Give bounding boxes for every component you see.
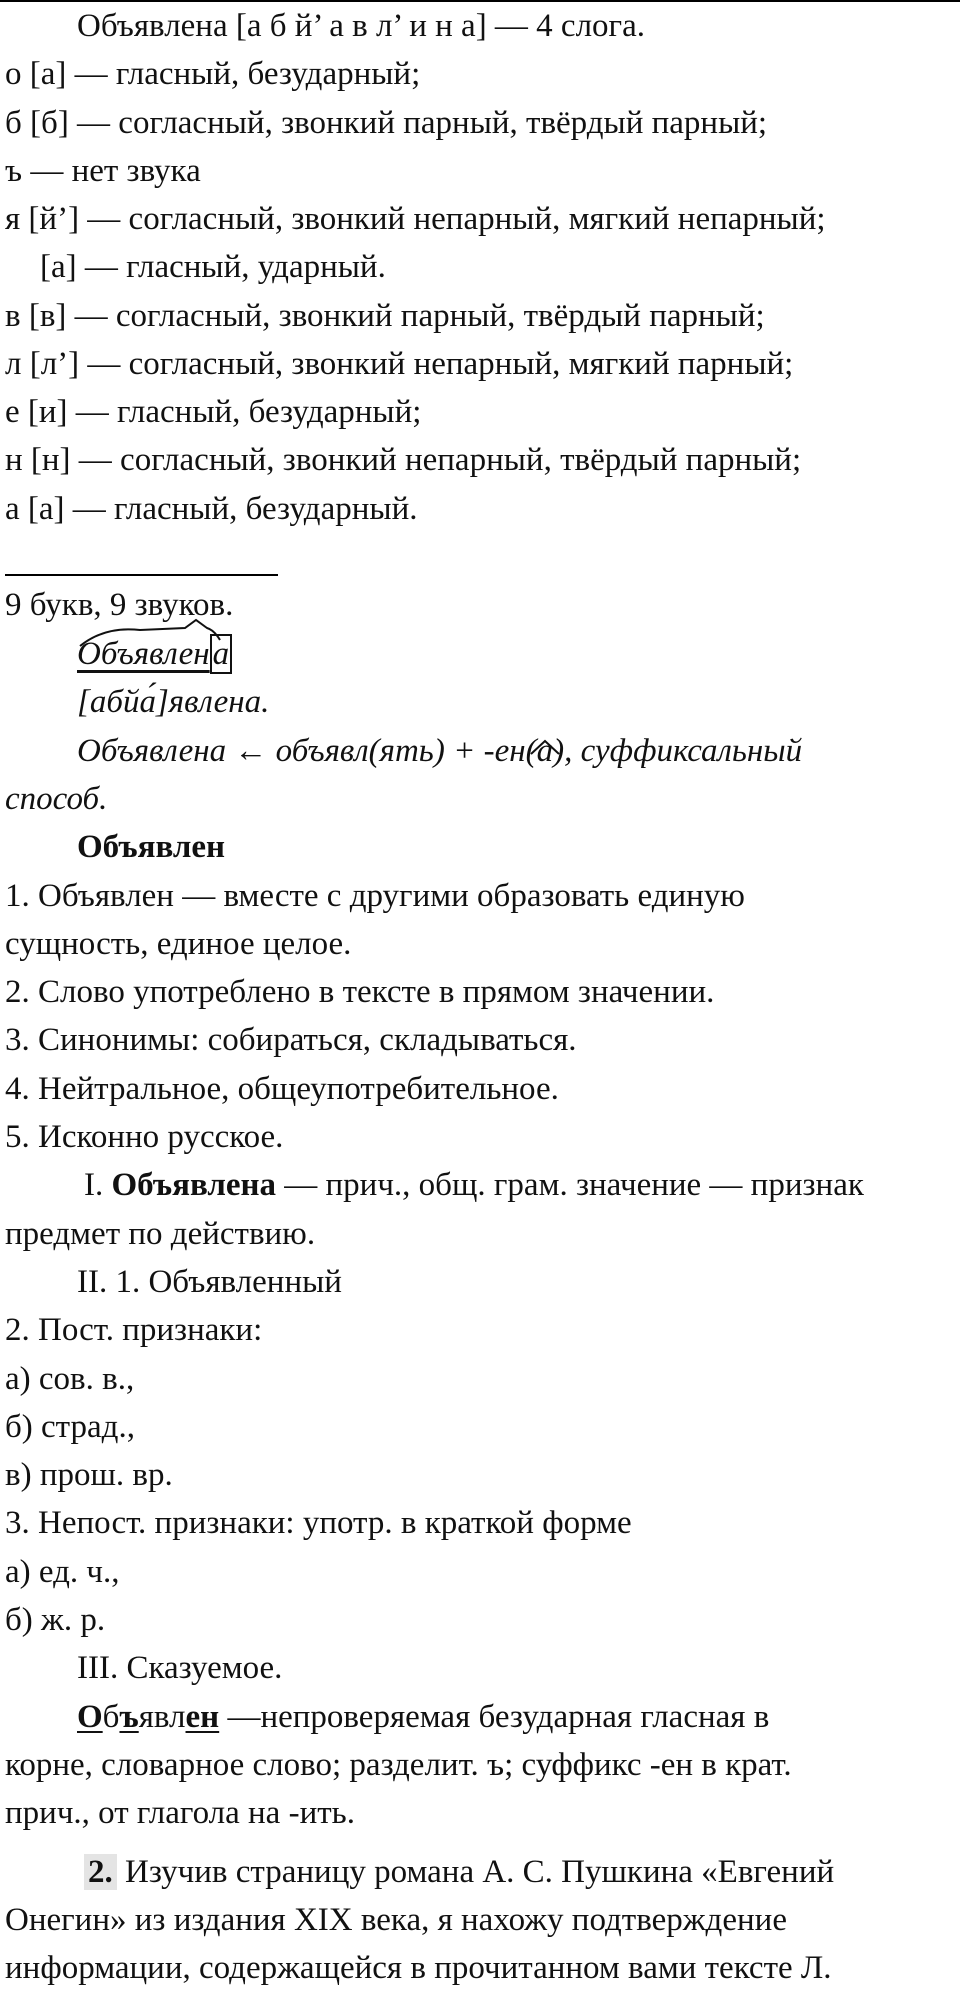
derivation-part: (а), суффиксальный — [525, 733, 803, 769]
morph-line: б) страд., — [5, 1409, 135, 1445]
phonetics-row: н [н] — согласный, звонкий непарный, твёрдый парный; — [5, 442, 802, 478]
spelling-line: прич., от глагола на -ить. — [5, 1795, 355, 1831]
morph-line: в) прош. вр. — [5, 1457, 173, 1493]
phonetics-row: в [в] — согласный, звонкий парный, твёрдый парный; — [5, 298, 765, 334]
letters-sounds-summary: 9 букв, 9 звуков. — [5, 587, 234, 623]
phonetics-header: Объявлена [а б й’ а в л’ и н а] — 4 слога. — [77, 8, 645, 44]
morph-part1-rest: — прич., общ. грам. значение — признак — [276, 1167, 864, 1203]
spelling-line: корне, словарное слово; разделит. ъ; суффикс -ен в крат. — [5, 1747, 792, 1783]
task2-line: информации, содержащейся в прочитанном вами тексте Л. — [5, 1950, 832, 1986]
spelling-letter: б — [102, 1699, 120, 1735]
lexical-item: 3. Синонимы: собираться, складываться. — [5, 1022, 577, 1058]
morph-line: II. 1. Объявленный — [77, 1264, 342, 1300]
spelling-letter: О — [77, 1699, 103, 1735]
suffix: ен — [494, 733, 526, 769]
phonetics-row: я [й’] — согласный, звонкий непарный, мягкий непарный; — [5, 201, 826, 237]
morph-part1-line2: предмет по действию. — [5, 1216, 316, 1252]
phonetics-row: ъ — нет звука — [5, 153, 201, 189]
spelling-letter: явл — [138, 1699, 186, 1735]
morph-part1 — [84, 1165, 864, 1205]
derivation-part: Объявлена ← объявл(ять) + - — [77, 733, 495, 769]
phonetics-row: б [б] — согласный, звонкий парный, твёрдый парный; — [5, 105, 768, 141]
task2-line: Онегин» из издания XIX века, я нахожу подтверждение — [5, 1902, 787, 1938]
morph-part1-word: Объявлена — [111, 1167, 277, 1203]
top-rule — [0, 0, 960, 2]
morph-part1-prefix: I. — [84, 1167, 112, 1203]
task2-line — [84, 1852, 834, 1892]
morph-line: 2. Пост. признаки: — [5, 1312, 263, 1348]
lexical-item: 2. Слово употреблено в тексте в прямом значении. — [5, 974, 715, 1010]
spelling-letter: ен — [185, 1699, 220, 1735]
derivation-line: способ. — [5, 781, 108, 817]
spelling-rest: —непроверяемая безударная гласная в — [219, 1699, 770, 1735]
phonetics-row: а [а] — гласный, безударный. — [5, 491, 418, 527]
spelling-letter: ъ — [119, 1699, 139, 1735]
separator-line — [5, 574, 278, 576]
word-ending: а — [210, 634, 233, 674]
lexical-heading: Объявлен — [77, 829, 226, 865]
task2-text: Изучив страницу романа А. С. Пушкина «Евгений — [116, 1854, 835, 1890]
phonetics-row: [а] — гласный, ударный. — [40, 249, 386, 285]
derivation-line — [77, 731, 802, 771]
lexical-item: 4. Нейтральное, общеупотребительное. — [5, 1071, 559, 1107]
spelling-line — [77, 1697, 769, 1737]
lexical-item: 1. Объявлен — вместе с другими образовать единую — [5, 878, 745, 914]
task-number-badge: 2. — [84, 1854, 117, 1890]
transcription: [абйа́]явлена. — [77, 684, 270, 720]
word-stem: Объявлен — [77, 636, 210, 672]
lexical-item: 5. Исконно русское. — [5, 1119, 284, 1155]
morphemic-word — [77, 634, 232, 674]
phonetics-row: л [л’] — согласный, звонкий непарный, мягкий парный; — [5, 346, 794, 382]
morph-line: а) сов. в., — [5, 1361, 135, 1397]
morph-line: 3. Непост. признаки: употр. в краткой форме — [5, 1505, 632, 1541]
morph-line: III. Сказуемое. — [77, 1650, 283, 1686]
lexical-item: сущность, единое целое. — [5, 926, 352, 962]
morph-line: а) ед. ч., — [5, 1554, 120, 1590]
phonetics-row: е [и] — гласный, безударный; — [5, 394, 422, 430]
morph-line: б) ж. р. — [5, 1602, 106, 1638]
phonetics-row: о [а] — гласный, безударный; — [5, 56, 421, 92]
